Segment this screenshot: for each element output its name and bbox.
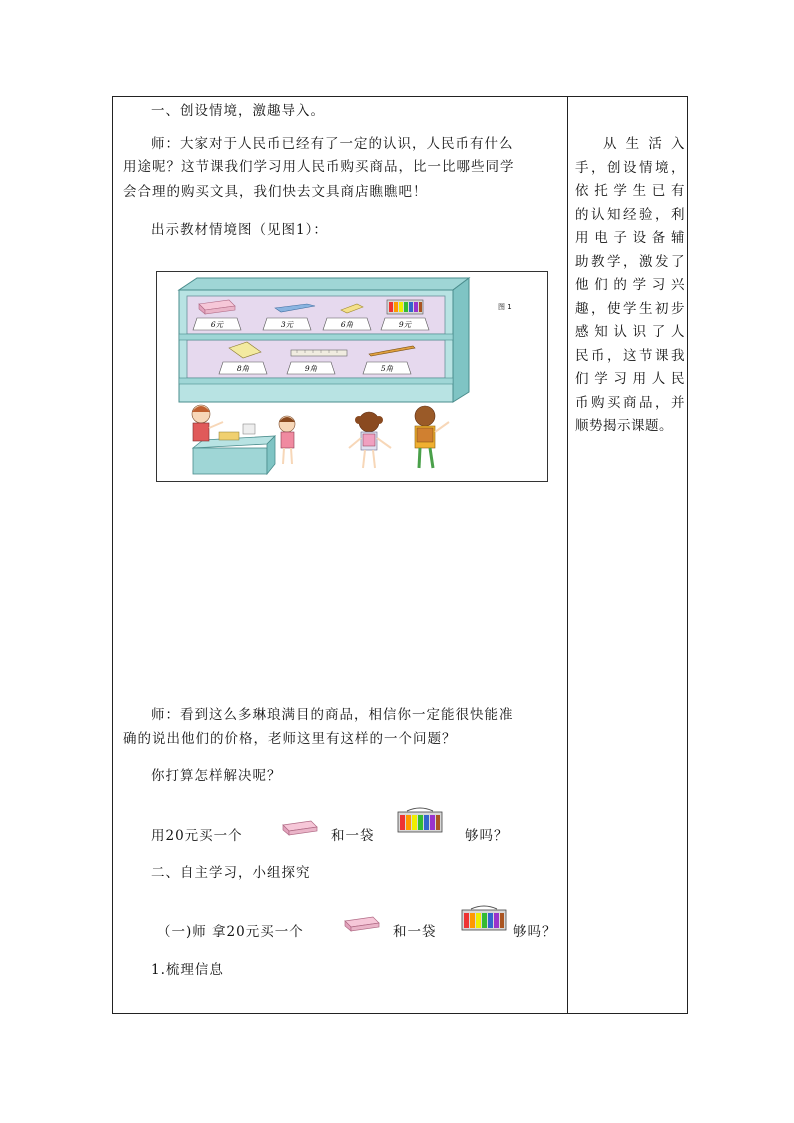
side-note-line: 顺势揭示课题。: [575, 418, 673, 434]
figure-label: 图 1: [498, 303, 512, 311]
girl-figure: [349, 412, 391, 468]
price-tag: [323, 318, 371, 330]
shopkeeper-figure: [192, 405, 223, 441]
column-divider: [567, 97, 568, 1013]
side-note-line: 民币，这节课我: [575, 347, 685, 364]
price-tag-text: 3元: [280, 320, 294, 329]
question-how: 你打算怎样解决呢？: [151, 768, 282, 784]
price-tag: [287, 362, 335, 374]
question2-part1: 用20元买一个: [151, 828, 243, 844]
price-tag-text: 6元: [210, 320, 224, 329]
question3-part2: 和一袋: [393, 924, 437, 940]
question3-part3: 够吗？: [513, 924, 557, 940]
side-note-line: 用电子设备辅: [575, 230, 685, 246]
shelf-board: [179, 378, 453, 384]
boy-figure: [415, 406, 449, 468]
para2-line1: 师：看到这么多琳琅满目的商品，相信你一定能很快能准: [151, 707, 514, 723]
pencil-case-icon: [281, 819, 319, 837]
shelf-board: [179, 334, 453, 340]
side-note-line: 感知认识了人: [575, 324, 685, 340]
price-tag: [263, 318, 311, 330]
side-note-line: 他们的学习兴: [575, 277, 685, 293]
crayon-box-icon: [387, 300, 423, 314]
pencil-case-icon: [343, 915, 381, 933]
side-note-line: 们学习用人民: [575, 371, 685, 387]
side-note-line: 从生活入: [603, 136, 685, 152]
section1-heading: 一、创设情境，激趣导入。: [151, 103, 325, 119]
girl-figure: [279, 416, 295, 464]
shop-illustration: [156, 271, 548, 482]
side-note-line: 手，创设情境，: [575, 159, 685, 176]
question2-part3: 够吗？: [465, 828, 509, 844]
side-note: [575, 133, 685, 439]
lesson-table: [112, 96, 688, 1014]
crayon-box-icon: [461, 905, 507, 931]
crayon-box-icon: [397, 807, 443, 833]
side-note-line: 趣，使学生初步: [575, 300, 685, 317]
side-note-line: 依托学生已有: [575, 183, 685, 199]
price-tag-text: 6角: [340, 320, 354, 329]
price-tag-text: 5角: [380, 364, 394, 373]
price-tag-text: 9角: [304, 364, 318, 373]
side-note-line: 助教学，激发了: [575, 253, 685, 270]
cabinet-top: [179, 278, 469, 290]
step-sort-info: 1.梳理信息: [151, 962, 224, 978]
price-tag: [381, 318, 429, 330]
section2-heading: 二、自主学习，小组探究: [151, 865, 311, 881]
shop-scene: [157, 272, 547, 481]
cabinet-side: [453, 278, 469, 402]
para1-line1: 师：大家对于人民币已经有了一定的认识，人民币有什么: [151, 136, 514, 152]
price-tag-text: 8角: [236, 364, 250, 373]
side-note-line: 币购买商品，并: [575, 394, 685, 411]
para1-line2: 用途呢？这节课我们学习用人民币购买商品，比一比哪些同学: [123, 159, 515, 175]
para2-line2: 确的说出他们的价格，老师这里有这样的一个问题？: [123, 731, 457, 747]
price-tag: [219, 362, 267, 374]
figure-intro: 出示教材情境图（见图1）：: [151, 222, 328, 238]
question2-part2: 和一袋: [331, 828, 375, 844]
question3-part1: （一)师 拿20元买一个: [157, 924, 304, 940]
side-note-line: 的认知经验，利: [575, 206, 685, 223]
price-tag: [363, 362, 411, 374]
price-tag-text: 9元: [398, 320, 412, 329]
para1-line3: 会合理的购买文具，我们快去文具商店瞧瞧吧！: [123, 184, 428, 200]
price-tag: [193, 318, 241, 330]
ruler-icon: [291, 350, 347, 356]
